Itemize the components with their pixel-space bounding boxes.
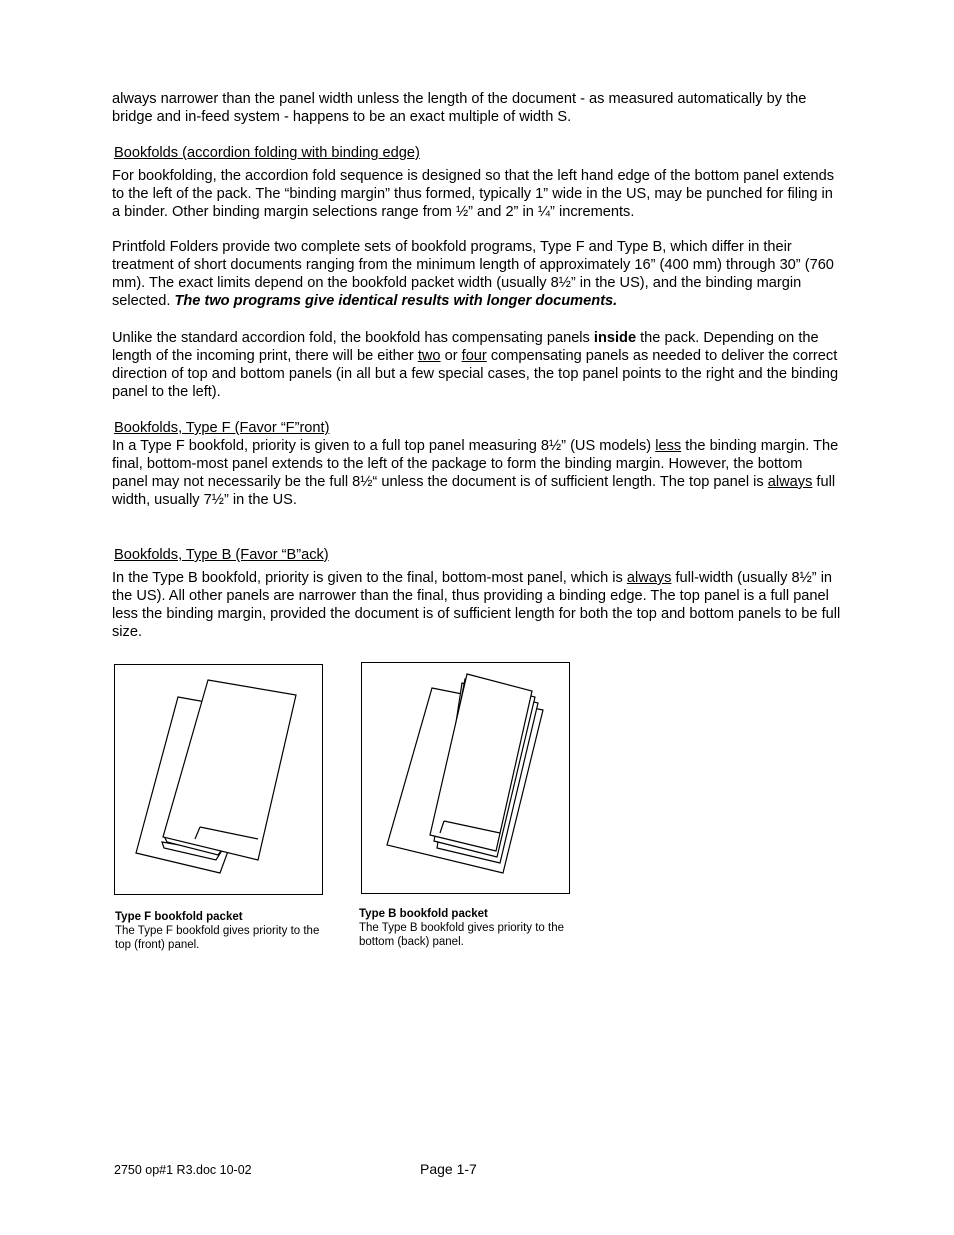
type-f-caption [115, 910, 330, 952]
type-b-caption [359, 907, 574, 949]
type-b-underline-always: always [626, 570, 672, 586]
type-f-text-c: the binding margin. The final, bottom-most panel extends to the left of the package to form the binding margin. However, the bottom panel may not necessarily be the full 8½“ unless the document is of sufficient length. The top panel is [112, 438, 839, 490]
bookfolds-p3-underline-four: four [461, 348, 487, 364]
bookfolds-paragraph-3 [112, 329, 842, 401]
type-f-underline-less: less [655, 438, 682, 454]
intro-paragraph [112, 90, 842, 126]
type-b-bookfold-illustration [362, 663, 569, 893]
bookfolds-p3-text-a: Unlike the standard accordion fold, the bookfold has compensating panels [112, 330, 594, 346]
type-b-text-a: In the Type B bookfold, priority is given to the final, bottom-most panel, which is [112, 570, 627, 586]
type-b-text-c: full-width (usually 8½” in the US). All other panels are narrower than the final, thus providing a binding edge. The top panel is a full panel less the binding margin, provided the document is of sufficient length for both the top and bottom panels to be full size. [112, 570, 841, 640]
type-f-underline-always: always [767, 474, 813, 490]
bookfolds-p2-emphasis: The two programs give identical results with longer documents. [174, 293, 618, 309]
bookfolds-p3-bold: inside [593, 330, 637, 346]
bookfolds-paragraph-2 [112, 238, 842, 310]
footer-page-number: Page 1-7 [420, 1161, 477, 1177]
type-f-heading: Bookfolds, Type F (Favor “F”ront) [114, 420, 330, 436]
bookfolds-p1-text: For bookfolding, the accordion fold sequence is designed so that the left hand edge of the bottom panel extends to the left of the pack. The “binding margin” thus formed, typically 1” wide in the US, may be punched for filing in a binder. Other binding margin selections range from ½” and 2” in ¼” increments. [112, 168, 835, 220]
intro-text: always narrower than the panel width unless the length of the document - as measured automatically by the bridge and in-feed system - happens to be an exact multiple of width S. [112, 91, 807, 125]
bookfolds-p3-text-c: the pack. Depending on the length of the incoming print, there will be either [112, 330, 819, 364]
footer-doc-id: 2750 op#1 R3.doc 10-02 [114, 1163, 252, 1177]
type-b-paragraph [112, 569, 842, 641]
type-f-bookfold-illustration [115, 665, 322, 894]
type-f-text-e: full width, usually 7½” in the US. [112, 474, 836, 508]
type-b-figure [361, 662, 570, 894]
type-f-caption-text: The Type F bookfold gives priority to the top (front) panel. [115, 925, 320, 951]
type-f-text-a: In a Type F bookfold, priority is given to a full top panel measuring 8½” (US models) [112, 438, 656, 454]
type-f-caption-title: Type F bookfold packet [115, 911, 243, 923]
type-b-caption-title: Type B bookfold packet [359, 908, 488, 920]
type-f-paragraph [112, 437, 842, 509]
type-b-caption-text: The Type B bookfold gives priority to the bottom (back) panel. [359, 922, 564, 948]
bookfolds-heading: Bookfolds (accordion folding with binding edge) [114, 145, 420, 161]
bookfolds-p3-underline-two: two [417, 348, 441, 364]
bookfolds-p2-text: Printfold Folders provide two complete sets of bookfold programs, Type F and Type B, which differ in their treatment of short documents ranging from the minimum length of approximately 16” (400 mm) through 30” (760 mm). The exact limits depend on the bookfold packet width (usually 8½” in the US), and the binding margin selected. [112, 239, 834, 309]
bookfolds-p3-text-g: compensating panels as needed to deliver the correct direction of top and bottom panels (in all but a few special cases, the top panel points to the right and the binding panel to the left). [112, 348, 839, 400]
bookfolds-paragraph-1 [112, 167, 842, 221]
bookfolds-p3-text-e: or [440, 348, 462, 364]
type-b-heading: Bookfolds, Type B (Favor “B”ack) [114, 547, 329, 563]
type-f-figure [114, 664, 323, 895]
